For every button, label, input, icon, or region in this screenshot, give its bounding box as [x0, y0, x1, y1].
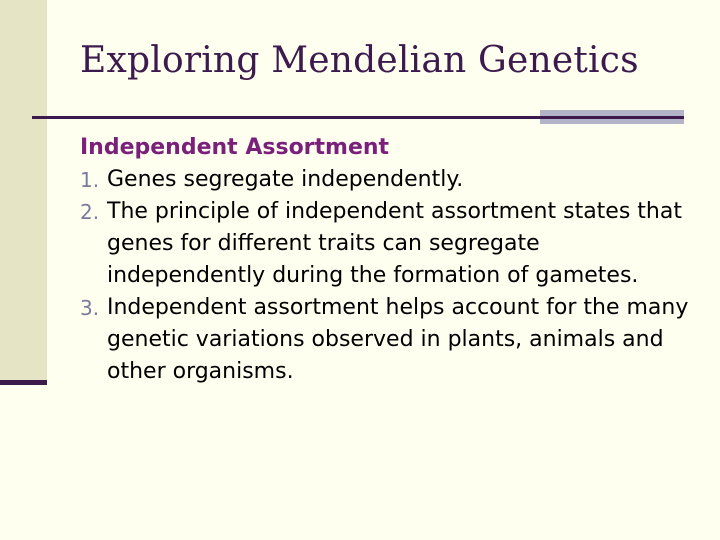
slide-title: Exploring Mendelian Genetics [80, 40, 639, 81]
sidebar-decoration [0, 0, 47, 382]
numbered-list [80, 164, 690, 388]
list-item-text: Independent assortment helps account for the many genetic variations observed in plants, animals and other organisms. [107, 295, 689, 384]
list-item [80, 292, 690, 388]
list-item-text: Genes segregate independently. [107, 167, 464, 192]
title-divider-block-line [540, 116, 684, 119]
list-item-number: 2. [80, 200, 100, 224]
list-item-number: 1. [80, 168, 100, 192]
list-item [80, 196, 690, 292]
title-divider [32, 116, 540, 119]
list-item-number: 3. [80, 296, 100, 320]
list-item [80, 164, 690, 196]
list-item-text: The principle of independent assortment states that genes for different traits can segregate independently during the formation of gametes. [107, 199, 682, 288]
sidebar-accent-line [0, 380, 47, 385]
section-heading: Independent Assortment [80, 135, 390, 160]
slide-body [80, 132, 690, 388]
